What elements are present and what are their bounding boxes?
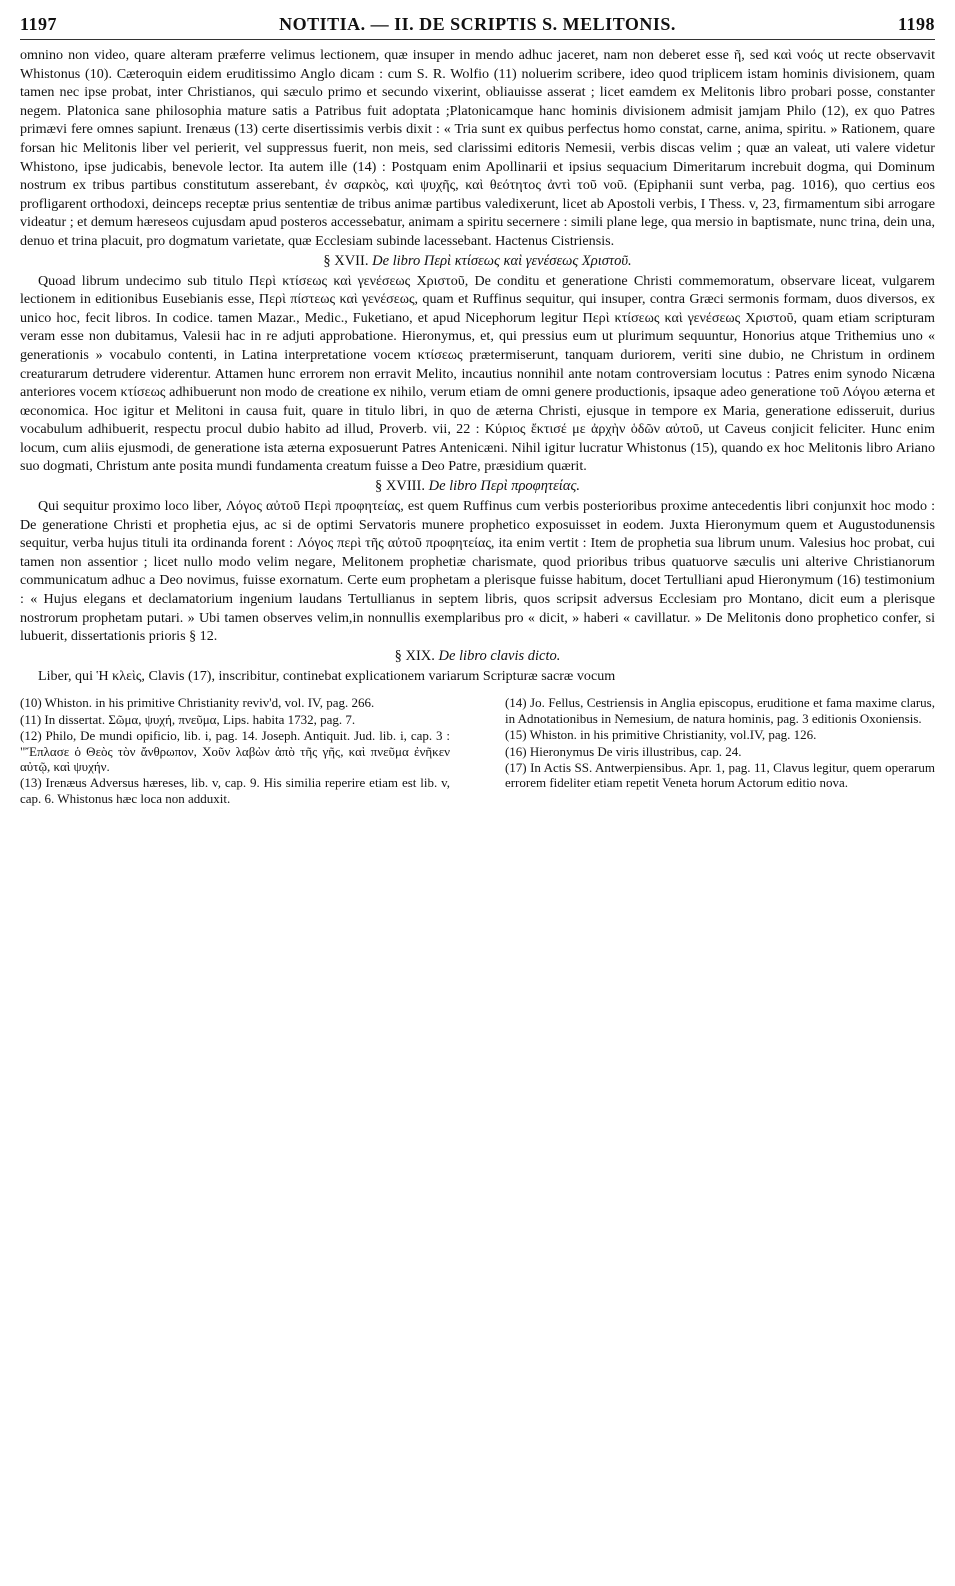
section-number: § XIX. — [394, 647, 435, 664]
left-column-number: 1197 — [20, 14, 58, 34]
footnotes-right-column — [505, 695, 935, 806]
section-number: § XVII. — [323, 252, 369, 269]
section-18-paragraph: Qui sequitur proximo loco liber, Λόγος αὐτοῦ Περὶ προφητείας, est quem Ruffinus cum verbis posterioribus proxime antecedentis libri conjunxit hoc modo : De generatione Christi et prophetia ejus, ac si de optimi Servatoris munere prophetico exposuisset in eodem. Juxta Hieronymum quem et Augustodunensis sequitur, verba hujus tituli ita ordinanda forent : Λόγος περὶ τῆς αὐτοῦ προφητείας, ita enim vertit : Item de prophetia sua librum unum. Valesius hoc probat, cui tamen non assentior ; licet nullo modo velim negare, Melitonem prophetiæ charismate, quod prioribus tribus quatuorve sæculis uni alterive Christianorum communicatum adhuc a Deo novimus, fuisse exornatum. Certe eum prophetam a plerisque fuisse habitum, docet Tertulliani apud Hieronymum (16) testimonium : « Hujus elegans et declamatorium ingenium laudans Tertullianus in septem libris, quos scripsit adversus Ecclesiam pro Montano, dicit eum a plerisque nostrorum prophetam putari. » Ubi tamen observes velim,in nonnullis exemplaribus pro « dicit, » haberi « cavillatur. » De Melitonis dono prophetico confer, si lubuerit, dissertationis prioris § 12. — [20, 498, 935, 645]
footnote-12: (12) Philo, De mundi opificio, lib. i, pag. 14. Joseph. Antiquit. Jud. lib. i, cap. 3 : "Ἔπλασε ὁ Θεὸς τὸν ἄνθρωπον, Χοῦν λαβὼν ἀπὸ τῆς γῆς, καὶ πνεῦμα ἐνῆκεν αὐτῷ, καὶ ψυχήν. — [20, 728, 451, 775]
footnote-13: (13) Irenæus Adversus hæreses, lib. v, cap. 9. His similia reperire etiam est lib. v, cap. 6. Whistonus hæc loca non adduxit. — [20, 775, 451, 806]
section-heading-19 — [20, 647, 935, 666]
section-heading-17 — [20, 252, 935, 271]
main-text — [20, 46, 935, 685]
footnote-16: (16) Hieronymus De viris illustribus, cap. 24. — [504, 743, 742, 759]
section-17-paragraph: Quoad librum undecimo sub titulo Περὶ κτίσεως καὶ γενέσεως Χριστοῦ, De conditu et generatione Christi commemoratum, observare liceat, vulgarem lectionem in editionibus Eusebianis esse, Περὶ πίστεως καὶ γενέσεως, quam et Ruffinus sequitur, qui insuper, contra Græci sermonis formam, duos diversos, ex unico hoc, fecit libros. In codice. tamen Mazar., Medic., Fuketiano, et apud Nicephorum legitur Περὶ κτίσεως καὶ γενέσεως Χριστοῦ, quam etiam scripturam veram esse non dubitamus, Valesii hac in re adjuti approbatione. Hieronymus, et, qui pressius eum ut plurimum sequuntur, Honorius atque Trithemius uno « generationis » vocabulo contenti, in Latina interpretatione vocem κτίσεως prætermiserunt, tanquam duriorem, veriti sine dubio, ne Christum in ordinem creaturarum detrudere viderentur. Attamen hunc errorem non erravit Melito, incautius nonnihil ante notam controversiam locutus : Patres enim synodo Nicæna anteriores vocem κτίσεως adhibuerunt non modo de creatione ex nihilo, verum etiam de omni genere productionis, ipsaque adeo generatione τοῦ Λόγου æterna et œconomica. Hoc igitur et Melitoni in causa fuit, quare in titulo libri, in quo de æterna Christi, ejusque in tempore ex Maria, generatione edisseruit, durius vocabulum adhibuerit, respectu procul dubio habito ad illud, Proverb. vii, 22 : Κύριος ἔκτισέ με ἀρχὴν ὁδῶν αὐτοῦ, ut Caveus conjicit feliciter. Hunc enim locum, cum aliis ejusmodi, de generatione ista æterna exposuerunt Patres Antenicæni. Nihil igitur lucratur Whistonus (15), quando ex hoc Melitonis libro Ariano suo dogmati, Christum ante posita mundi fundamenta creatum fuisse a Deo Patre, præsidium quærit. — [20, 272, 935, 475]
footnotes — [20, 695, 935, 806]
section-title: De libro Περὶ προφητείας. — [428, 478, 580, 495]
page-header — [20, 14, 935, 40]
section-heading-18 — [20, 477, 935, 496]
right-column-number: 1198 — [897, 14, 935, 34]
section-number: § XVIII. — [375, 478, 425, 495]
footnote-10: (10) Whiston. in his primitive Christianity reviv'd, vol. IV, pag. 266. — [20, 695, 375, 711]
section-19-paragraph: Liber, qui Ἡ κλεὶς, Clavis (17), inscribitur, continebat explicationem variarum Scripturæ sacræ vocum — [38, 667, 616, 684]
footnote-11: (11) In dissertat. Σῶμα, ψυχή, πνεῦμα, Lips. habita 1732, pag. 7. — [20, 711, 356, 727]
footnotes-left-column — [20, 695, 450, 806]
running-title: NOTITIA. — II. DE SCRIPTIS S. MELITONIS. — [279, 14, 676, 34]
footnote-14: (14) Jo. Fellus, Cestriensis in Anglia episcopus, eruditione et fama maxime clarus, in Adnotationibus in Nemesium, de natura hominis, pag. 3 editionis Oxoniensis. — [504, 695, 935, 726]
footnote-17: (17) In Actis SS. Antwerpiensibus. Apr. 1, pag. 11, Clavus legitur, quem operarum errorem fideliter etiam repetit Veneta horum Actorum editio nova. — [504, 760, 935, 791]
footnote-15: (15) Whiston. in his primitive Christianity, vol.IV, pag. 126. — [504, 727, 817, 743]
opening-paragraph: omnino non video, quare alteram præferre velimus lectionem, quæ insuper in mendo adhuc jaceret, nam non deberet esse ῆ, sed καὶ νοός ut recte observavit Whistonus (10). Cæteroquin eidem eruditissimo Anglo dicam : cum S. R. Wolfio (11) noluerim scribere, ideo quod triplicem istam hominis divisionem, quam tamen nec ipse probat, inter Christianos, qui sæculo primo et secundo vixerint, obliauisse asserat ; licet eamdem ex Melitonis libro probari posse, constanter negem. Platonica sane philosophia mature satis a Patribus fuit adoptata ;Platonicamque hanc hominis divisionem admisit jamjam Philo (12), ex quo Patres primævi fere omnes sapiunt. Irenæus (13) certe disertissimis verbis dixit : « Tria sunt ex quibus perfectus homo constat, carne, anima, spiritu. » Rationem, quare forsan hic Melitonis liber vel perierit, vel suppressus fuerit, non meis, sed clarissimi editoris Nemesii, verbis discas velim ; quæ an valeat, uti valere videtur Whistono, ipse judicabis, benevole lector. Ita autem ille (14) : Postquam enim Apollinarii et ipsius sequacium Dimeritarum increbuit dogma, qui Dominum nostrum ex tribus partibus constitutum asserebant, ἐν σαρκὸς, καὶ ψυχῆς, καὶ θεότητος ἀντὶ τοῦ νοῦ. (Epiphanii sunt verba, pag. 1016), quo certius eos profligarent orthodoxi, deinceps receptæ prius sententiæ de tribus animæ partibus valedixerunt, licet ab Apostoli verbis, I Thess. v, 23, firmamentum sibi arrogare videatur ; et demum hæreseos cujusdam apud posteros accessebatur, animam a spiritu secernere : simili plane lege, qua mersio in baptismate, nunc trina, dein una, denuo et trina placuit, pro dogmatum varietate, quæ Ecclesiam subinde lacessebant. Hactenus Cistriensis. — [20, 47, 935, 249]
section-title: De libro clavis dicto. — [438, 647, 561, 664]
section-title: De libro Περὶ κτίσεως καὶ γενέσεως Χριστοῦ. — [372, 252, 632, 269]
